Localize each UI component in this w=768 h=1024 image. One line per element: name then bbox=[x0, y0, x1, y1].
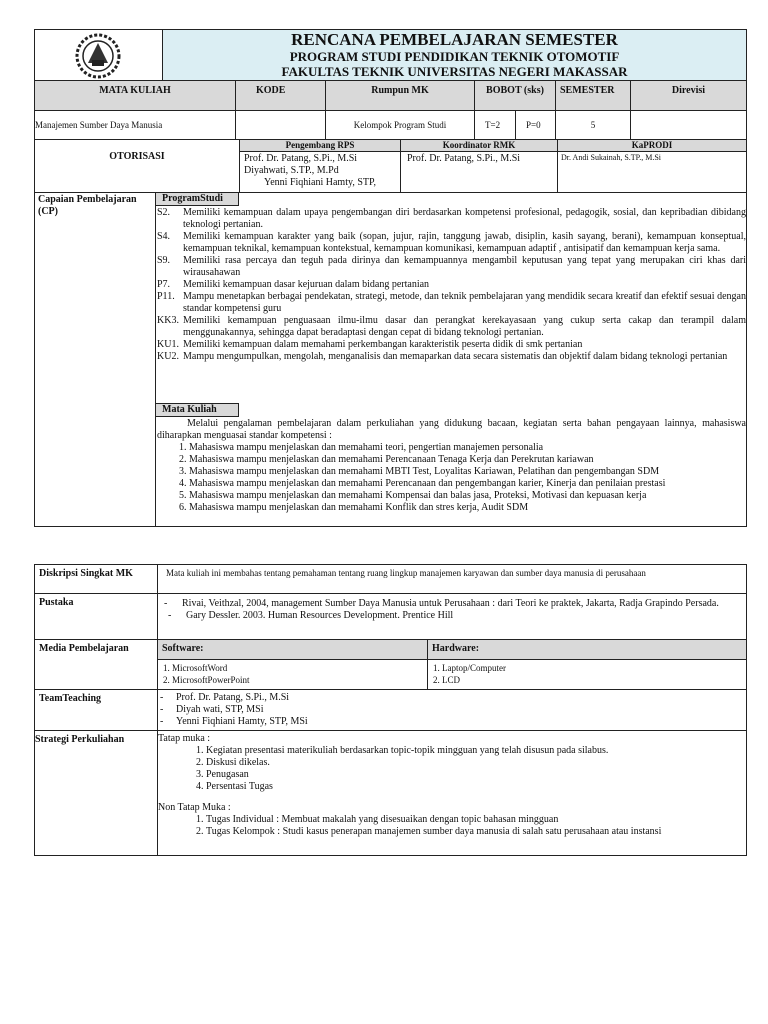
strategi-label: Strategi Perkuliahan bbox=[34, 730, 158, 856]
mata-kuliah-label: Mata Kuliah bbox=[155, 403, 239, 417]
pustaka-label: Pustaka bbox=[34, 593, 158, 640]
cp-item bbox=[157, 255, 746, 279]
team-member-name: Diyah wati, STP, MSi bbox=[176, 704, 264, 715]
col-mata-kuliah: MATA KULIAH bbox=[34, 80, 236, 111]
koordinator-name: Prof. Dr. Patang, S.Pi., M.Si bbox=[400, 151, 558, 193]
mk-item: 2. Mahasiswa mampu menjelaskan dan memahami Perencanaan Tenaga Kerja dan Perekrutan kariawan bbox=[189, 454, 746, 466]
cp-code: P11. bbox=[157, 291, 175, 302]
hardware-item: 1. Laptop/Computer bbox=[442, 662, 746, 674]
team-cell bbox=[157, 689, 747, 731]
non-tatap-list bbox=[158, 814, 746, 838]
software-item: 1. MicrosoftWord bbox=[172, 662, 427, 674]
cp-label-line1: Capaian Pembelajaran bbox=[38, 194, 137, 205]
mk-intro: Melalui pengalaman pembelajaran dalam perkuliahan yang didukung bacaan, kegiatan serta bahan pengayaan lainnya, mahasiswa diharapkan menguasai standar kompetensi : bbox=[157, 418, 746, 441]
cp-list bbox=[157, 207, 746, 363]
non-tatap-label: Non Tatap Muka : bbox=[158, 802, 231, 813]
program-studi-label: ProgramStudi bbox=[155, 192, 239, 206]
tatap-item: 3. Penugasan bbox=[206, 769, 746, 781]
course-name: Manajemen Sumber Daya Manusia bbox=[34, 110, 236, 140]
cp-text: Memiliki kemampuan dasar kejuruan dalam bidang pertanian bbox=[183, 279, 430, 290]
document-title: RENCANA PEMBELAJARAN SEMESTER bbox=[291, 30, 618, 49]
cp-text: Memiliki rasa percaya dan teguh pada dirinya dan kemampuannya mengambil keputusan yang tepat yang merupakan ciri khas dari wirausahawan bbox=[183, 255, 746, 278]
pengembang-names bbox=[239, 151, 401, 193]
koordinator-label: Koordinator RMK bbox=[400, 139, 558, 152]
faculty-name: FAKULTAS TEKNIK UNIVERSITAS NEGERI MAKASSAR bbox=[281, 64, 628, 79]
col-semester: SEMESTER bbox=[555, 80, 631, 111]
pengembang-3: Yenni Fiqhiani Hamty, STP, bbox=[264, 177, 376, 188]
col-direvisi: Direvisi bbox=[630, 80, 747, 111]
cp-item bbox=[157, 279, 746, 291]
hardware-label: Hardware: bbox=[427, 639, 747, 660]
tatap-item: 4. Persentasi Tugas bbox=[206, 781, 746, 793]
deskripsi-label: Diskripsi Singkat MK bbox=[34, 564, 158, 594]
bobot-t: T=2 bbox=[474, 110, 516, 140]
cp-divider bbox=[155, 192, 156, 527]
pengembang-2: Diyahwati, S.TP., M.Pd bbox=[244, 165, 339, 176]
cp-code: S9. bbox=[157, 255, 171, 266]
cp-item bbox=[157, 207, 746, 231]
cp-text: Memiliki kemampuan penguasaan ilmu-ilmu dasar dan perangkat kerekayasaan yang cukup serta cakap dan terampil dalam menggunakannya, sehingga dapat beradaptasi dengan cepat di bidang teknologi pertanian. bbox=[183, 315, 746, 338]
tatap-label: Tatap muka : bbox=[158, 733, 211, 744]
col-rumpun: Rumpun MK bbox=[325, 80, 475, 111]
non-tatap-item: 1. Tugas Individual : Membuat makalah yang disesuaikan dengan topic bahasan mingguan bbox=[206, 814, 746, 826]
cp-code: P7. bbox=[157, 279, 171, 290]
mk-item: 4. Mahasiswa mampu menjelaskan dan memahami Perencanaan dan pengembangan karier, Kinerja dan penilaian prestasi bbox=[189, 478, 746, 490]
pustaka-item: - Gary Dessler. 2003. Human Resources Development. Prentice Hill bbox=[168, 610, 454, 621]
cp-label-line2: (CP) bbox=[38, 206, 58, 217]
header-title-cell bbox=[162, 29, 747, 81]
deskripsi-text: Mata kuliah ini membahas tentang pemahaman tentang ruang lingkup manajemen karyawan dan sumber daya manusia di perusahaan bbox=[157, 564, 747, 594]
hardware-item: 2. LCD bbox=[442, 674, 746, 686]
col-bobot: BOBOT (sks) bbox=[474, 80, 556, 111]
team-member: - Yenni Fiqhiani Hamty, STP, MSi bbox=[160, 716, 308, 727]
cp-code: S4. bbox=[157, 231, 171, 242]
cp-text: Mampu menetapkan berbagai pendekatan, strategi, metode, dan teknik pembelajaran yang mendidik secara kreatif dan efektif sesuai dengan standar kompetensi guru bbox=[183, 291, 746, 314]
mk-item: 3. Mahasiswa mampu menjelaskan dan memahami MBTI Test, Loyalitas Kariawan, Pelatihan dan pengembangan SDM bbox=[189, 466, 746, 478]
bobot-p: P=0 bbox=[515, 110, 556, 140]
cp-text: Memiliki kemampuan dalam upaya pengembangan diri berdasarkan kompetensi profesional, pedagogik, sosial, dan kepribadian dibidang teknologi pertanian. bbox=[183, 207, 746, 230]
mk-item: 5. Mahasiswa mampu menjelaskan dan memahami Kompensai dan balas jasa, Proteksi, Motivasi dan kepuasan kerja bbox=[189, 490, 746, 502]
software-item: 2. MicrosoftPowerPoint bbox=[172, 674, 427, 686]
team-member: - Diyah wati, STP, MSi bbox=[160, 704, 264, 715]
course-semester: 5 bbox=[555, 110, 631, 140]
mk-item: 6. Mahasiswa mampu menjelaskan dan memahami Konflik dan stres kerja, Audit SDM bbox=[189, 502, 746, 514]
pengembang-1: Prof. Dr. Patang, S.Pi., M.Si bbox=[244, 153, 358, 164]
software-label: Software: bbox=[157, 639, 428, 660]
mk-list bbox=[157, 442, 746, 514]
course-direvisi bbox=[630, 110, 747, 140]
col-kode: KODE bbox=[235, 80, 326, 111]
pustaka-cell bbox=[157, 593, 747, 640]
cp-item bbox=[157, 339, 746, 351]
pustaka-text: Gary Dessler. 2003. Human Resources Development. Prentice Hill bbox=[186, 610, 454, 621]
media-label: Media Pembelajaran bbox=[34, 639, 158, 690]
course-code bbox=[235, 110, 326, 140]
cp-text: Mampu mengumpulkan, mengolah, menganalisis dan memaparkan data secara sistematis dan objektif dalam bidang teknologi pertanian bbox=[183, 351, 728, 362]
course-rumpun: Kelompok Program Studi bbox=[325, 110, 475, 140]
cp-text: Memiliki kemampuan karakter yang baik (sopan, jujur, rajin, tanggung jawab, disiplin, kasih sayang, berani), kemampuan konseptual, kemampuan teknikal, kemampuan kontekstual, kemampuan komunikasi, kemampuan adaptif , antisipatif dan kemampuan kerja sama. bbox=[183, 231, 746, 254]
tatap-item: 2. Diskusi dikelas. bbox=[206, 757, 746, 769]
program-name: PROGRAM STUDI PENDIDIKAN TEKNIK OTOMOTIF bbox=[289, 49, 620, 64]
cp-code: KU2. bbox=[157, 351, 179, 362]
hardware-list bbox=[427, 659, 747, 690]
mk-item: 1. Mahasiswa mampu menjelaskan dan memahami teori, pengertian manajemen personalia bbox=[189, 442, 746, 454]
cp-code: KU1. bbox=[157, 339, 179, 350]
pustaka-item: - Rivai, Veithzal, 2004, management Sumber Daya Manusia untuk Perusahaan : dari Teori ke praktek, Jakarta, Radja Grapindo Persada. bbox=[164, 598, 719, 609]
software-list bbox=[157, 659, 428, 690]
cp-item bbox=[157, 231, 746, 255]
pengembang-label: Pengembang RPS bbox=[239, 139, 401, 152]
team-member-name: Prof. Dr. Patang, S.Pi., M.Si bbox=[176, 692, 290, 703]
university-logo-icon bbox=[68, 33, 128, 79]
tatap-item: 1. Kegiatan presentasi materikuliah berdasarkan topic-topik mingguan yang telah disusun pada silabus. bbox=[206, 745, 746, 757]
kaprodi-label: KaPRODI bbox=[557, 139, 747, 152]
team-member-name: Yenni Fiqhiani Hamty, STP, MSi bbox=[176, 716, 308, 727]
cp-code: S2. bbox=[157, 207, 171, 218]
cp-text: Memiliki kemampuan dalam memahami perkembangan karakteristik peserta didik di smk pertanian bbox=[183, 339, 583, 350]
tatap-list bbox=[158, 745, 746, 793]
cp-item bbox=[157, 351, 746, 363]
cp-item bbox=[157, 315, 746, 339]
cp-code: KK3. bbox=[157, 315, 179, 326]
non-tatap-item: 2. Tugas Kelompok : Studi kasus penerapan manajemen sumber daya manusia di salah satu perusahaan atau instansi bbox=[206, 826, 746, 838]
team-member: - Prof. Dr. Patang, S.Pi., M.Si bbox=[160, 692, 290, 703]
logo-cell bbox=[34, 29, 163, 81]
otorisasi-label: OTORISASI bbox=[34, 139, 240, 193]
cp-label bbox=[38, 194, 156, 218]
team-label: TeamTeaching bbox=[34, 689, 158, 731]
kaprodi-name: Dr. Andi Sukainah, S.TP., M.Si bbox=[557, 151, 747, 193]
strategi-cell bbox=[157, 730, 747, 856]
pustaka-text: Rivai, Veithzal, 2004, management Sumber Daya Manusia untuk Perusahaan : dari Teori ke praktek, Jakarta, Radja Grapindo Persada. bbox=[182, 598, 719, 609]
cp-item bbox=[157, 291, 746, 315]
